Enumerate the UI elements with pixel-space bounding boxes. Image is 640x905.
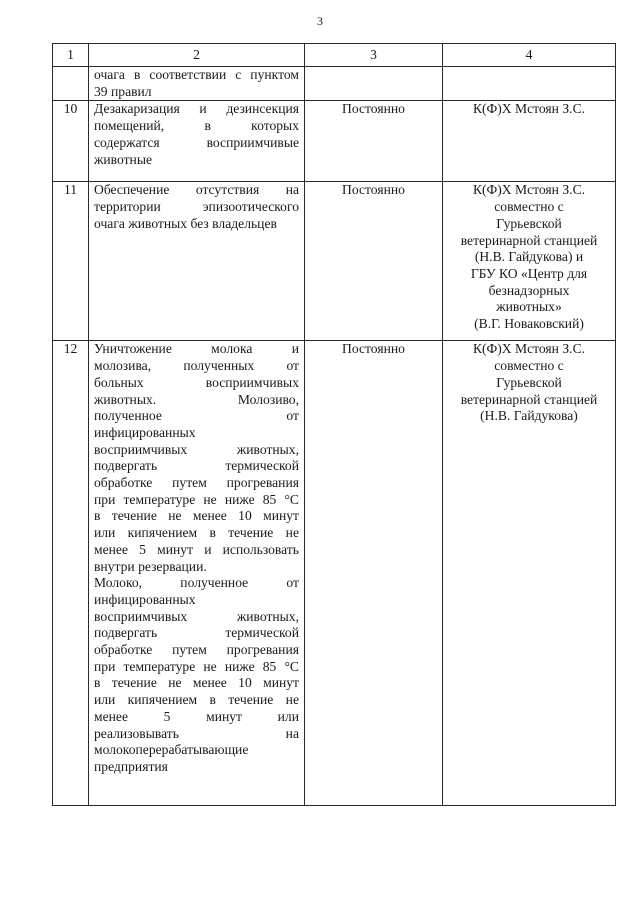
term-cell: Постоянно bbox=[305, 341, 443, 806]
term-cell bbox=[305, 67, 443, 101]
responsible-line: (В.Г. Новаковский) bbox=[474, 316, 584, 332]
description-line: менее 5 минут и использовать bbox=[94, 541, 299, 557]
description-line: очага животных без владельцев bbox=[94, 215, 277, 231]
description-line: предприятия bbox=[94, 758, 168, 774]
responsible-line: К(Ф)Х Мстоян З.С. bbox=[472, 182, 586, 198]
responsible-line: ветеринарной станцией bbox=[460, 391, 598, 407]
responsible-line: совместно с bbox=[494, 358, 564, 374]
description-line: молозива, полученных от bbox=[94, 358, 299, 374]
table-row bbox=[53, 101, 616, 182]
description-line: восприимчивых животных, bbox=[94, 441, 299, 457]
description-line: животные bbox=[94, 151, 152, 167]
description-line: полученное от bbox=[94, 408, 299, 424]
row-number: 12 bbox=[53, 341, 89, 806]
measures-table bbox=[52, 43, 616, 806]
page-number: 3 bbox=[317, 14, 323, 28]
responsible-line: безнадзорных bbox=[488, 282, 570, 298]
table-row bbox=[53, 341, 616, 806]
description-line: молокоперерабатывающие bbox=[94, 742, 249, 758]
description-line: территории эпизоотического bbox=[94, 199, 299, 215]
description-line: содержатся восприимчивые bbox=[94, 134, 299, 150]
table-row bbox=[53, 182, 616, 341]
responsible-line: Гурьевской bbox=[496, 374, 562, 390]
description-line: реализовывать на bbox=[94, 725, 299, 741]
description-line: подвергать термической bbox=[94, 458, 299, 474]
header-col-1: 1 bbox=[53, 44, 89, 67]
measure-description-cell bbox=[89, 182, 305, 341]
description-line: или кипячением в течение не bbox=[94, 692, 299, 708]
row-number: 11 bbox=[53, 182, 89, 341]
header-col-3: 3 bbox=[305, 44, 443, 67]
description-line: Дезакаризация и дезинсекция bbox=[94, 101, 299, 117]
description-line: животных. Молозиво, bbox=[94, 391, 299, 407]
row-number-cell bbox=[53, 67, 89, 101]
measure-description-cell bbox=[89, 67, 305, 101]
responsible-line: Гурьевской bbox=[496, 215, 562, 231]
description-line: инфицированных bbox=[94, 591, 196, 607]
description-line: обработке путем прогревания bbox=[94, 642, 299, 658]
responsible-line: совместно с bbox=[494, 199, 564, 215]
description-line: обработке путем прогревания bbox=[94, 475, 299, 491]
description-line: при температуре не ниже 85 °С bbox=[94, 658, 299, 674]
description-line: при температуре не ниже 85 °С bbox=[94, 491, 299, 507]
responsible-line: (Н.В. Гайдукова) и bbox=[474, 249, 584, 265]
description-line: восприимчивых животных, bbox=[94, 608, 299, 624]
responsible-line: К(Ф)Х Мстоян З.С. bbox=[472, 101, 586, 117]
description-line: подвергать термической bbox=[94, 625, 299, 641]
description-line: 39 правил bbox=[94, 83, 152, 99]
description-line: менее 5 минут или bbox=[94, 708, 299, 724]
term-cell: Постоянно bbox=[305, 182, 443, 341]
term-cell: Постоянно bbox=[305, 101, 443, 182]
header-col-2: 2 bbox=[89, 44, 305, 67]
responsible-line: ГБУ КО «Центр для bbox=[470, 265, 588, 281]
responsible-cell bbox=[443, 182, 616, 341]
measure-description-cell bbox=[89, 341, 305, 806]
description-line: в течение не менее 10 минут bbox=[94, 675, 299, 691]
header-col-4: 4 bbox=[443, 44, 616, 67]
measure-description-cell bbox=[89, 101, 305, 182]
description-line: Уничтожение молока и bbox=[94, 341, 299, 357]
description-line: помещений, в которых bbox=[94, 118, 299, 134]
description-line: Обеспечение отсутствия на bbox=[94, 182, 299, 198]
responsible-line: ветеринарной станцией bbox=[460, 232, 598, 248]
description-line: очага в соответствии с пунктом bbox=[94, 67, 299, 82]
responsible-line: (Н.В. Гайдукова) bbox=[480, 408, 578, 424]
responsible-line: животных» bbox=[496, 299, 562, 315]
table-row-continuation bbox=[53, 67, 616, 101]
description-line: или кипячением в течение не bbox=[94, 525, 299, 541]
responsible-line: К(Ф)Х Мстоян З.С. bbox=[472, 341, 586, 357]
description-line: в течение не менее 10 минут bbox=[94, 508, 299, 524]
responsible-cell bbox=[443, 101, 616, 182]
description-line: Молоко, полученное от bbox=[94, 575, 299, 591]
description-line: инфицированных bbox=[94, 424, 196, 440]
responsible-cell bbox=[443, 341, 616, 806]
responsible-cell bbox=[443, 67, 616, 101]
description-line: больных восприимчивых bbox=[94, 374, 299, 390]
row-number: 10 bbox=[53, 101, 89, 182]
description-line: внутри резервации. bbox=[94, 558, 207, 574]
table-header-row bbox=[53, 44, 616, 67]
